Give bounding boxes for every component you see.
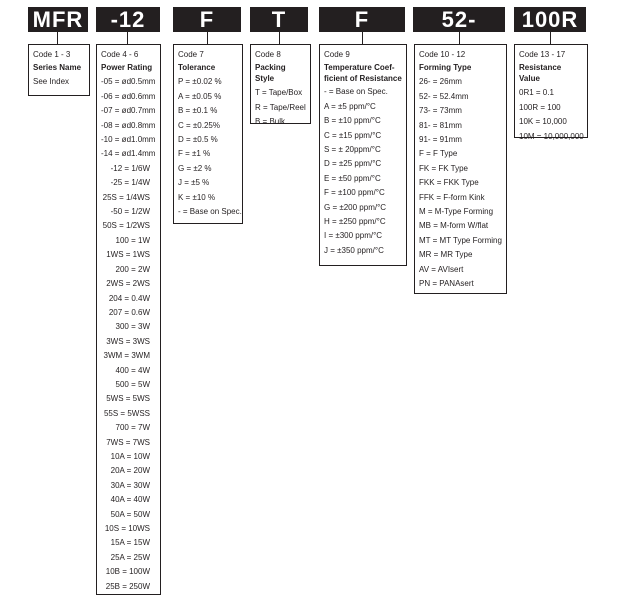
forming-title: Forming Type	[419, 63, 472, 73]
power-item: 55S = 5WSS	[103, 408, 150, 418]
power-item: -12 = 1/6W	[110, 163, 150, 173]
tolerance-title: Tolerance	[178, 63, 216, 73]
power-item: 25A = 25W	[110, 552, 150, 562]
forming-item: 81- = 81mm	[419, 120, 462, 130]
tolerance-list	[178, 75, 242, 219]
header-series: MFR	[28, 7, 88, 32]
power-item: -50 = 1/2W	[110, 207, 150, 217]
tcr-item: H = ±250 ppm/°C	[324, 217, 386, 227]
tolerance-item: K = ±10 %	[178, 192, 216, 202]
connector-line	[127, 32, 128, 44]
header-tcr: F	[319, 7, 405, 32]
power-item: 700 = 7W	[115, 423, 150, 433]
power-item: -14 = ød1.4mm	[101, 149, 156, 159]
packing-title: Packing Style	[255, 63, 286, 84]
power-item: 3WM = 3WM	[103, 351, 150, 361]
power-item: -06 = ød0.6mm	[101, 91, 156, 101]
tcr-item: B = ±10 ppm/°C	[324, 116, 381, 126]
tcr-list	[324, 85, 402, 258]
connector-line	[279, 32, 280, 44]
series-item: See Index	[33, 77, 70, 87]
connector-line	[459, 32, 460, 44]
tolerance-item: F = ±1 %	[178, 149, 211, 159]
tolerance-item: C = ±0.25%	[178, 120, 220, 130]
series-code: Code 1 - 3	[33, 50, 71, 59]
forming-item: MT = MT Type Forming	[419, 235, 502, 245]
power-item: 100 = 1W	[115, 235, 150, 245]
tcr-item: D = ±25 ppm/°C	[324, 159, 382, 169]
tcr-item: C = ±15 ppm/°C	[324, 130, 382, 140]
power-item: 500 = 5W	[115, 379, 150, 389]
packing-item: B = Bulk	[255, 117, 286, 127]
resistance-title: Resistance Value	[519, 63, 562, 84]
power-item: 15A = 15W	[110, 538, 150, 548]
power-item: 1WS = 1WS	[106, 250, 150, 260]
tcr-item: - = Base on Spec.	[324, 87, 388, 97]
forming-list	[419, 75, 502, 291]
forming-item: 91- = 91mm	[419, 135, 462, 145]
tolerance-item: J = ±5 %	[178, 178, 210, 188]
forming-item: MB = M-form W/flat	[419, 221, 489, 231]
power-item: -05 = ød0.5mm	[101, 77, 156, 87]
resistance-list	[519, 86, 583, 144]
resistance-box	[514, 44, 588, 141]
tcr-item: A = ±5 ppm/°C	[324, 101, 376, 111]
forming-box	[414, 44, 507, 294]
resistance-item: 10K = 10,000	[519, 117, 567, 127]
packing-item: R = Tape/Reel	[255, 102, 306, 112]
power-item: 10A = 10W	[110, 451, 150, 461]
packing-code: Code 8	[255, 50, 281, 59]
tolerance-item: D = ±0.5 %	[178, 135, 218, 145]
tcr-box	[319, 44, 407, 266]
forming-item: PN = PANAsert	[419, 279, 474, 289]
power-item: -25 = 1/4W	[110, 178, 150, 188]
series-box	[28, 44, 90, 96]
resistance-code: Code 13 - 17	[519, 50, 566, 59]
power-list	[101, 75, 156, 594]
connector-line	[362, 32, 363, 44]
power-item: 30A = 30W	[110, 480, 150, 490]
header-tolerance: F	[173, 7, 241, 32]
tolerance-item: A = ±0.05 %	[178, 91, 222, 101]
forming-item: FKK = FKK Type	[419, 178, 479, 188]
resistance-item: 10M = 10,000,000	[519, 131, 584, 141]
packing-item: T = Tape/Box	[255, 88, 303, 98]
power-item: 400 = 4W	[115, 365, 150, 375]
power-item: 300 = 3W	[115, 322, 150, 332]
tcr-item: I = ±300 ppm/°C	[324, 231, 383, 241]
power-item: 7WS = 7WS	[106, 437, 150, 447]
forming-item: AV = AVIsert	[419, 264, 464, 274]
series-title: Series Name	[33, 63, 82, 73]
forming-item: MR = MR Type	[419, 250, 473, 260]
resistance-item: 100R = 100	[519, 102, 561, 112]
header-forming: 52-	[413, 7, 505, 32]
power-item: 5WS = 5WS	[106, 394, 150, 404]
tolerance-item: - = Base on Spec.	[178, 207, 242, 217]
forming-item: 26- = 26mm	[419, 77, 462, 87]
tcr-item: S = ± 20ppm/°C	[324, 145, 381, 155]
packing-box	[250, 44, 311, 127]
connector-line	[550, 32, 551, 44]
forming-item: FK = FK Type	[419, 163, 468, 173]
power-item: 20A = 20W	[110, 466, 150, 476]
power-item: -08 = ød0.8mm	[101, 120, 156, 130]
forming-item: M = M-Type Forming	[419, 207, 494, 217]
power-box	[96, 44, 161, 595]
resistance-item: 0R1 = 0.1	[519, 88, 554, 98]
forming-item: F = F Type	[419, 149, 458, 159]
power-item: 200 = 2W	[115, 264, 150, 274]
tcr-item: G = ±200 ppm/°C	[324, 202, 387, 212]
power-item: 207 = 0.6W	[108, 307, 150, 317]
tcr-title: Temperature Coef-	[324, 63, 395, 73]
forming-item: 73- = 73mm	[419, 106, 462, 116]
power-title: Power Rating	[101, 63, 153, 73]
forming-code: Code 10 - 12	[419, 50, 466, 59]
tolerance-code: Code 7	[178, 50, 204, 59]
power-item: 2WS = 2WS	[106, 279, 150, 289]
forming-item: 52- = 52.4mm	[419, 91, 469, 101]
power-item: -10 = ød1.0mm	[101, 135, 156, 145]
power-item: 40A = 40W	[110, 495, 150, 505]
header-packing: T	[250, 7, 308, 32]
power-item: 50S = 1/2WS	[102, 221, 150, 231]
connector-line	[207, 32, 208, 44]
power-item: 25S = 1/4WS	[102, 192, 150, 202]
tcr-item: F = ±100 ppm/°C	[324, 188, 385, 198]
header-resistance: 100R	[514, 7, 586, 32]
tcr-title-line2: ficient of Resistance	[324, 74, 402, 84]
tcr-item: J = ±350 ppm/°C	[324, 245, 384, 255]
power-item: 50A = 50W	[110, 509, 150, 519]
power-item: -07 = ød0.7mm	[101, 106, 156, 116]
power-item: 3WS = 3WS	[106, 336, 150, 346]
connector-line	[57, 32, 58, 44]
header-power: -12	[96, 7, 160, 32]
tcr-item: E = ±50 ppm/°C	[324, 173, 381, 183]
tolerance-item: P = ±0.02 %	[178, 77, 222, 87]
power-code: Code 4 - 6	[101, 50, 139, 59]
power-item: 10B = 100W	[105, 567, 150, 577]
tcr-code: Code 9	[324, 50, 350, 59]
tolerance-item: B = ±0.1 %	[178, 106, 218, 116]
forming-item: FFK = F-form Kink	[419, 192, 485, 202]
power-item: 204 = 0.4W	[108, 293, 150, 303]
tolerance-item: G = ±2 %	[178, 163, 212, 173]
power-item: 10S = 10WS	[104, 524, 150, 533]
power-item: 25B = 250W	[105, 581, 150, 591]
packing-list	[255, 86, 306, 129]
tolerance-box	[173, 44, 243, 224]
